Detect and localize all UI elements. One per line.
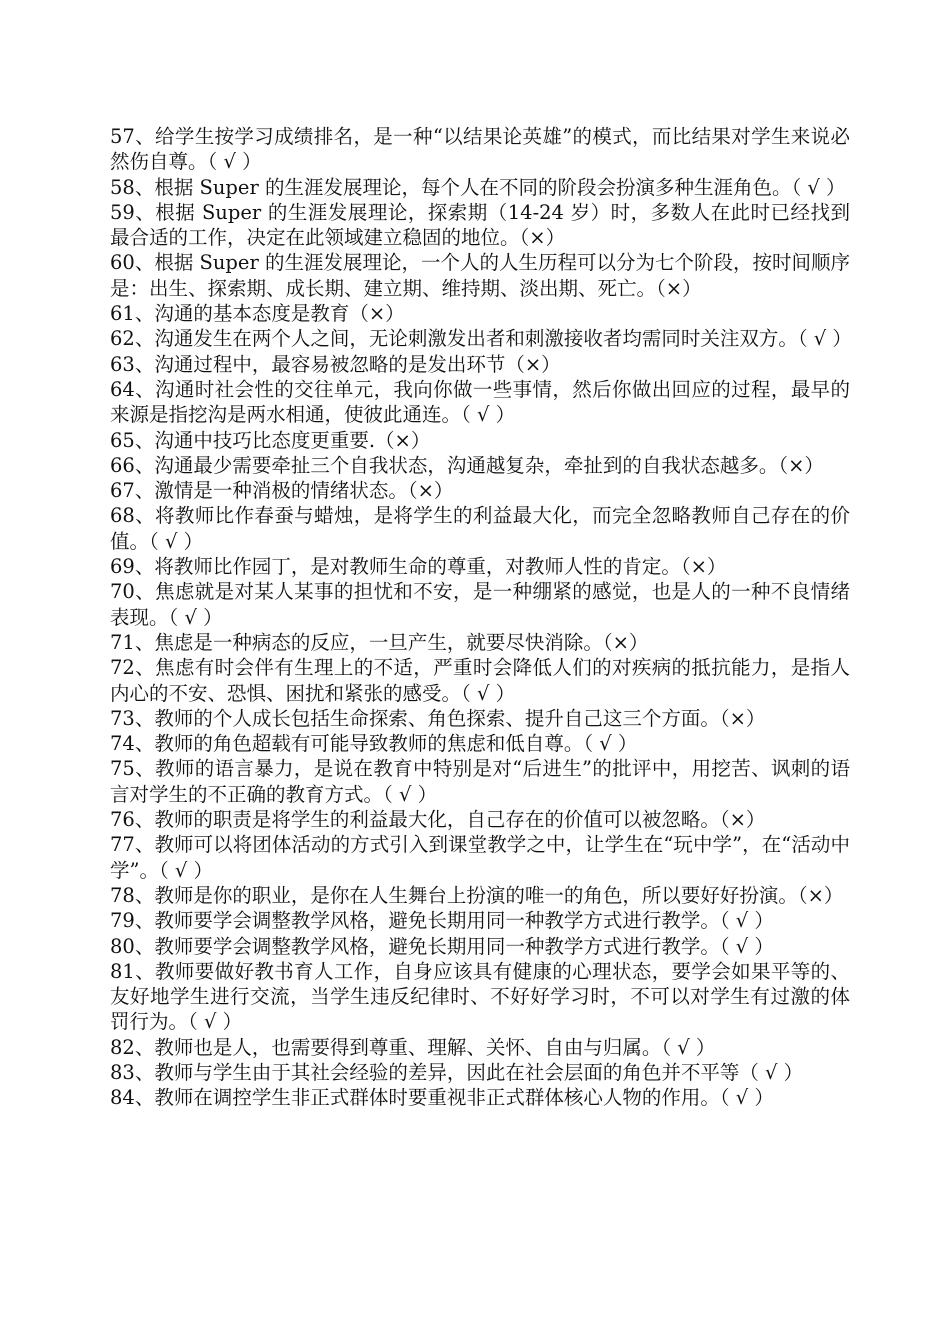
list-item: 62、沟通发生在两个人之间，无论刺激发出者和刺激接收者均需同时关注双方。（ √ ） (110, 327, 852, 351)
list-item: 57、给学生按学习成绩排名，是一种“以结果论英雄”的模式，而比结果对学生来说必然伤自尊。（ √ ） (110, 125, 850, 174)
list-item: 58、根据 Super 的生涯发展理论，每个人在不同的阶段会扮演多种生涯角色。（ √ ） (110, 175, 846, 199)
list-item: 63、沟通过程中，最容易被忽略的是发出环节（×） (110, 352, 561, 376)
list-item: 82、教师也是人，也需要得到尊重、理解、关怀、自由与归属。（ √ ） (110, 1035, 716, 1059)
list-item: 83、教师与学生由于其社会经验的差异，因此在社会层面的角色并不平等（ √ ） (110, 1060, 804, 1084)
question-list (110, 124, 850, 1111)
list-item: 72、焦虑有时会伴有生理上的不适，严重时会降低人们的对疾病的抵抗能力，是指人内心的不安、恐惧、困扰和紧张的感受。（ √ ） (110, 656, 850, 705)
list-item: 64、沟通时社会性的交往单元，我向你做一些事情，然后你做出回应的过程，最早的来源是指挖沟是两水相通，使彼此通连。（ √ ） (110, 377, 850, 427)
list-item: 68、将教师比作春蚕与蜡烛，是将学生的利益最大化，而完全忽略教师自己存在的价值。（ √ ） (110, 504, 850, 553)
list-item: 80、教师要学会调整教学风格，避免长期用同一种教学方式进行教学。（ √ ） (110, 934, 774, 958)
list-item: 77、教师可以将团体活动的方式引入到课堂教学之中，让学生在“玩中学”，在“活动中学”。（ √ ） (110, 833, 850, 882)
list-item: 67、激情是一种消极的情绪状态。（×） (110, 479, 454, 503)
list-item: 76、教师的职责是将学生的利益最大化，自己存在的价值可以被忽略。（×） (110, 808, 766, 832)
list-item: 70、焦虑就是对某人某事的担忧和不安，是一种绷紧的感觉，也是人的一种不良情绪表现。（ √ ） (110, 580, 850, 629)
list-item: 61、沟通的基本态度是教育（×） (110, 302, 405, 326)
list-item: 60、根据 Super 的生涯发展理论，一个人的人生历程可以分为七个阶段，按时间顺序是：出生、探索期、成长期、建立期、维持期、淡出期、死亡。（×） (110, 251, 850, 300)
list-item: 69、将教师比作园丁，是对教师生命的尊重，对教师人性的肯定。（×） (110, 555, 727, 579)
list-item: 65、沟通中技巧比态度更重要.（×） (110, 428, 431, 452)
list-item: 79、教师要学会调整教学风格，避免长期用同一种教学方式进行教学。（ √ ） (110, 909, 774, 933)
list-item: 81、教师要做好教书育人工作，自身应该具有健康的心理状态，要学会如果平等的、友好地学生进行交流，当学生违反纪律时、不好好学习时，不可以对学生有过激的体罚行为。（ √ ） (110, 959, 850, 1034)
list-item: 71、焦虑是一种病态的反应，一旦产生，就要尽快消除。（×） (110, 630, 649, 654)
list-item: 73、教师的个人成长包括生命探索、角色探索、提升自己这三个方面。（×） (110, 706, 766, 730)
list-item: 84、教师在调控学生非正式群体时要重视非正式群体核心人物的作用。（ √ ） (110, 1086, 774, 1110)
list-item: 78、教师是你的职业，是你在人生舞台上扮演的唯一的角色，所以要好好扮演。（×） (110, 883, 844, 907)
list-item: 75、教师的语言暴力，是说在教育中特别是对“后进生”的批评中，用挖苦、讽刺的语言对学生的不正确的教育方式。（ √ ） (110, 757, 850, 806)
list-item: 59、根据 Super 的生涯发展理论，探索期（14-24 岁）时，多数人在此时已经找到最合适的工作，决定在此领域建立稳固的地位。（×） (110, 200, 850, 250)
list-item: 74、教师的角色超载有可能导致教师的焦虑和低自尊。（ √ ） (110, 732, 638, 756)
list-item: 66、沟通最少需要牵扯三个自我状态，沟通越复杂，牵扯到的自我状态越多。（×） (110, 453, 824, 477)
